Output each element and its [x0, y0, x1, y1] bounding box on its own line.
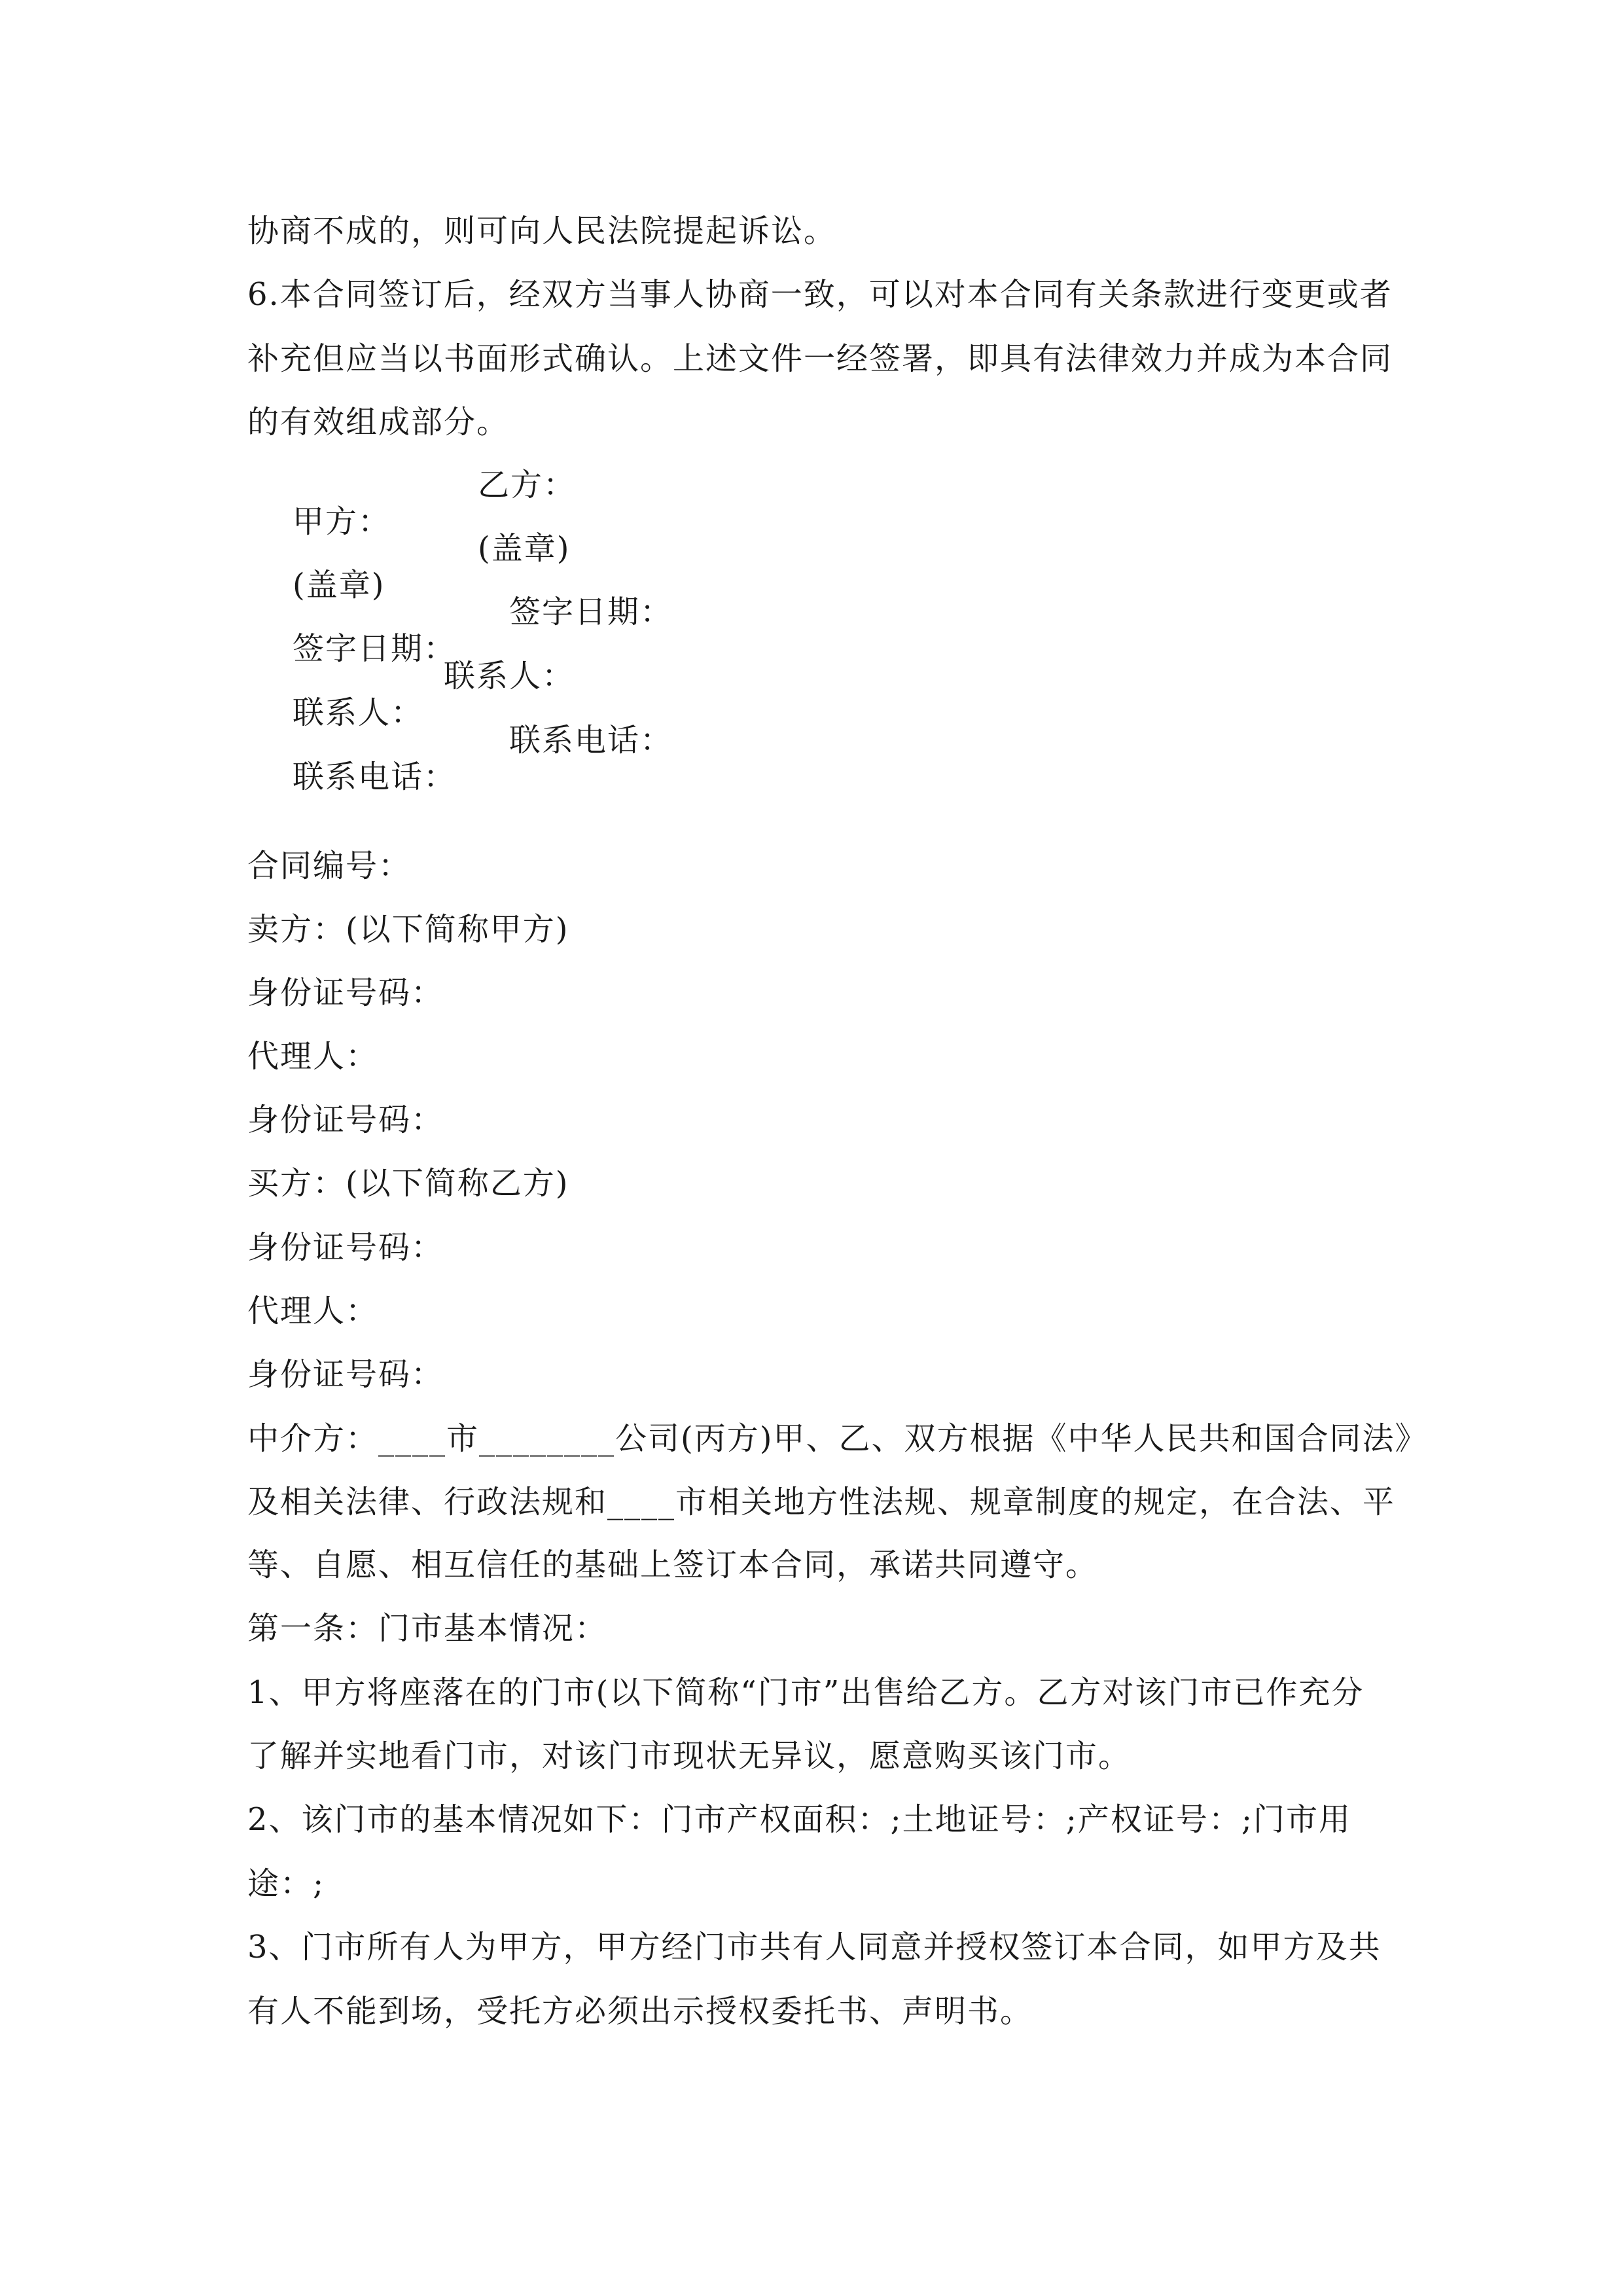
party-a-label: 甲方： — [293, 503, 391, 540]
article-1-heading: 第一条：门市基本情况： — [247, 1610, 608, 1647]
intermediary-line-3: 等、自愿、相互信任的基础上签订本合同，承诺共同遵守。 — [247, 1547, 1099, 1583]
contact-phone-row — [247, 722, 673, 869]
seller-agent: 代理人： — [247, 1038, 379, 1075]
clause-6-line-1: 6.本合同签订后，经双方当事人协商一致，可以对本合同有关条款进行变更或者 — [247, 276, 1393, 313]
party-a-seal: (盖章) — [293, 567, 385, 603]
clause-6-line-3: 的有效组成部分。 — [247, 404, 510, 440]
intermediary-line-1: 中介方：____市________公司(丙方)甲、乙、双方根据《中华人民共和国合同法》 — [247, 1420, 1428, 1457]
article-1-item-1-line-1: 1、甲方将座落在的门市(以下简称“门市”出售给乙方。乙方对该门市已作充分 — [247, 1674, 1364, 1711]
clause-6-line-2: 补充但应当以书面形式确认。上述文件一经签署，即具有法律效力并成为本合同 — [247, 340, 1393, 377]
party-b-signing-date: 签字日期： — [509, 594, 673, 630]
buyer-agent-id-number: 身份证号码： — [247, 1356, 444, 1393]
article-1-item-1-line-2: 了解并实地看门市，对该门市现状无异议，愿意购买该门市。 — [247, 1738, 1132, 1774]
seller-heading: 卖方：(以下简称甲方) — [247, 911, 569, 948]
party-b-contact-phone: 联系电话： — [509, 722, 673, 759]
seller-id-number: 身份证号码： — [247, 975, 444, 1011]
party-b-contact-person: 联系人： — [444, 658, 575, 694]
contract-number: 合同编号： — [247, 848, 412, 884]
article-1-item-3-line-1: 3、门市所有人为甲方，甲方经门市共有人同意并授权签订本合同，如甲方及共 — [247, 1929, 1382, 1965]
buyer-heading: 买方：(以下简称乙方) — [247, 1165, 569, 1202]
clause-5-continuation: 协商不成的，则可向人民法院提起诉讼。 — [247, 213, 837, 249]
party-a-signing-date: 签字日期： — [293, 630, 457, 667]
party-b-seal: (盖章) — [478, 530, 571, 567]
party-a-contact-phone: 联系电话： — [293, 759, 457, 795]
party-b-label: 乙方： — [478, 467, 577, 503]
intermediary-line-2: 及相关法律、行政法规和____市相关地方性法规、规章制度的规定，在合法、平 — [247, 1484, 1396, 1520]
party-a-contact-person: 联系人： — [293, 694, 424, 731]
article-1-item-2-line-1: 2、该门市的基本情况如下：门市产权面积：;土地证号：;产权证号：;门市用 — [247, 1801, 1352, 1838]
buyer-agent: 代理人： — [247, 1293, 379, 1329]
article-1-item-3-line-2: 有人不能到场，受托方必须出示授权委托书、声明书。 — [247, 1993, 1033, 2030]
seller-agent-id-number: 身份证号码： — [247, 1102, 444, 1138]
buyer-id-number: 身份证号码： — [247, 1229, 444, 1266]
article-1-item-2-line-2: 途：; — [247, 1865, 325, 1902]
